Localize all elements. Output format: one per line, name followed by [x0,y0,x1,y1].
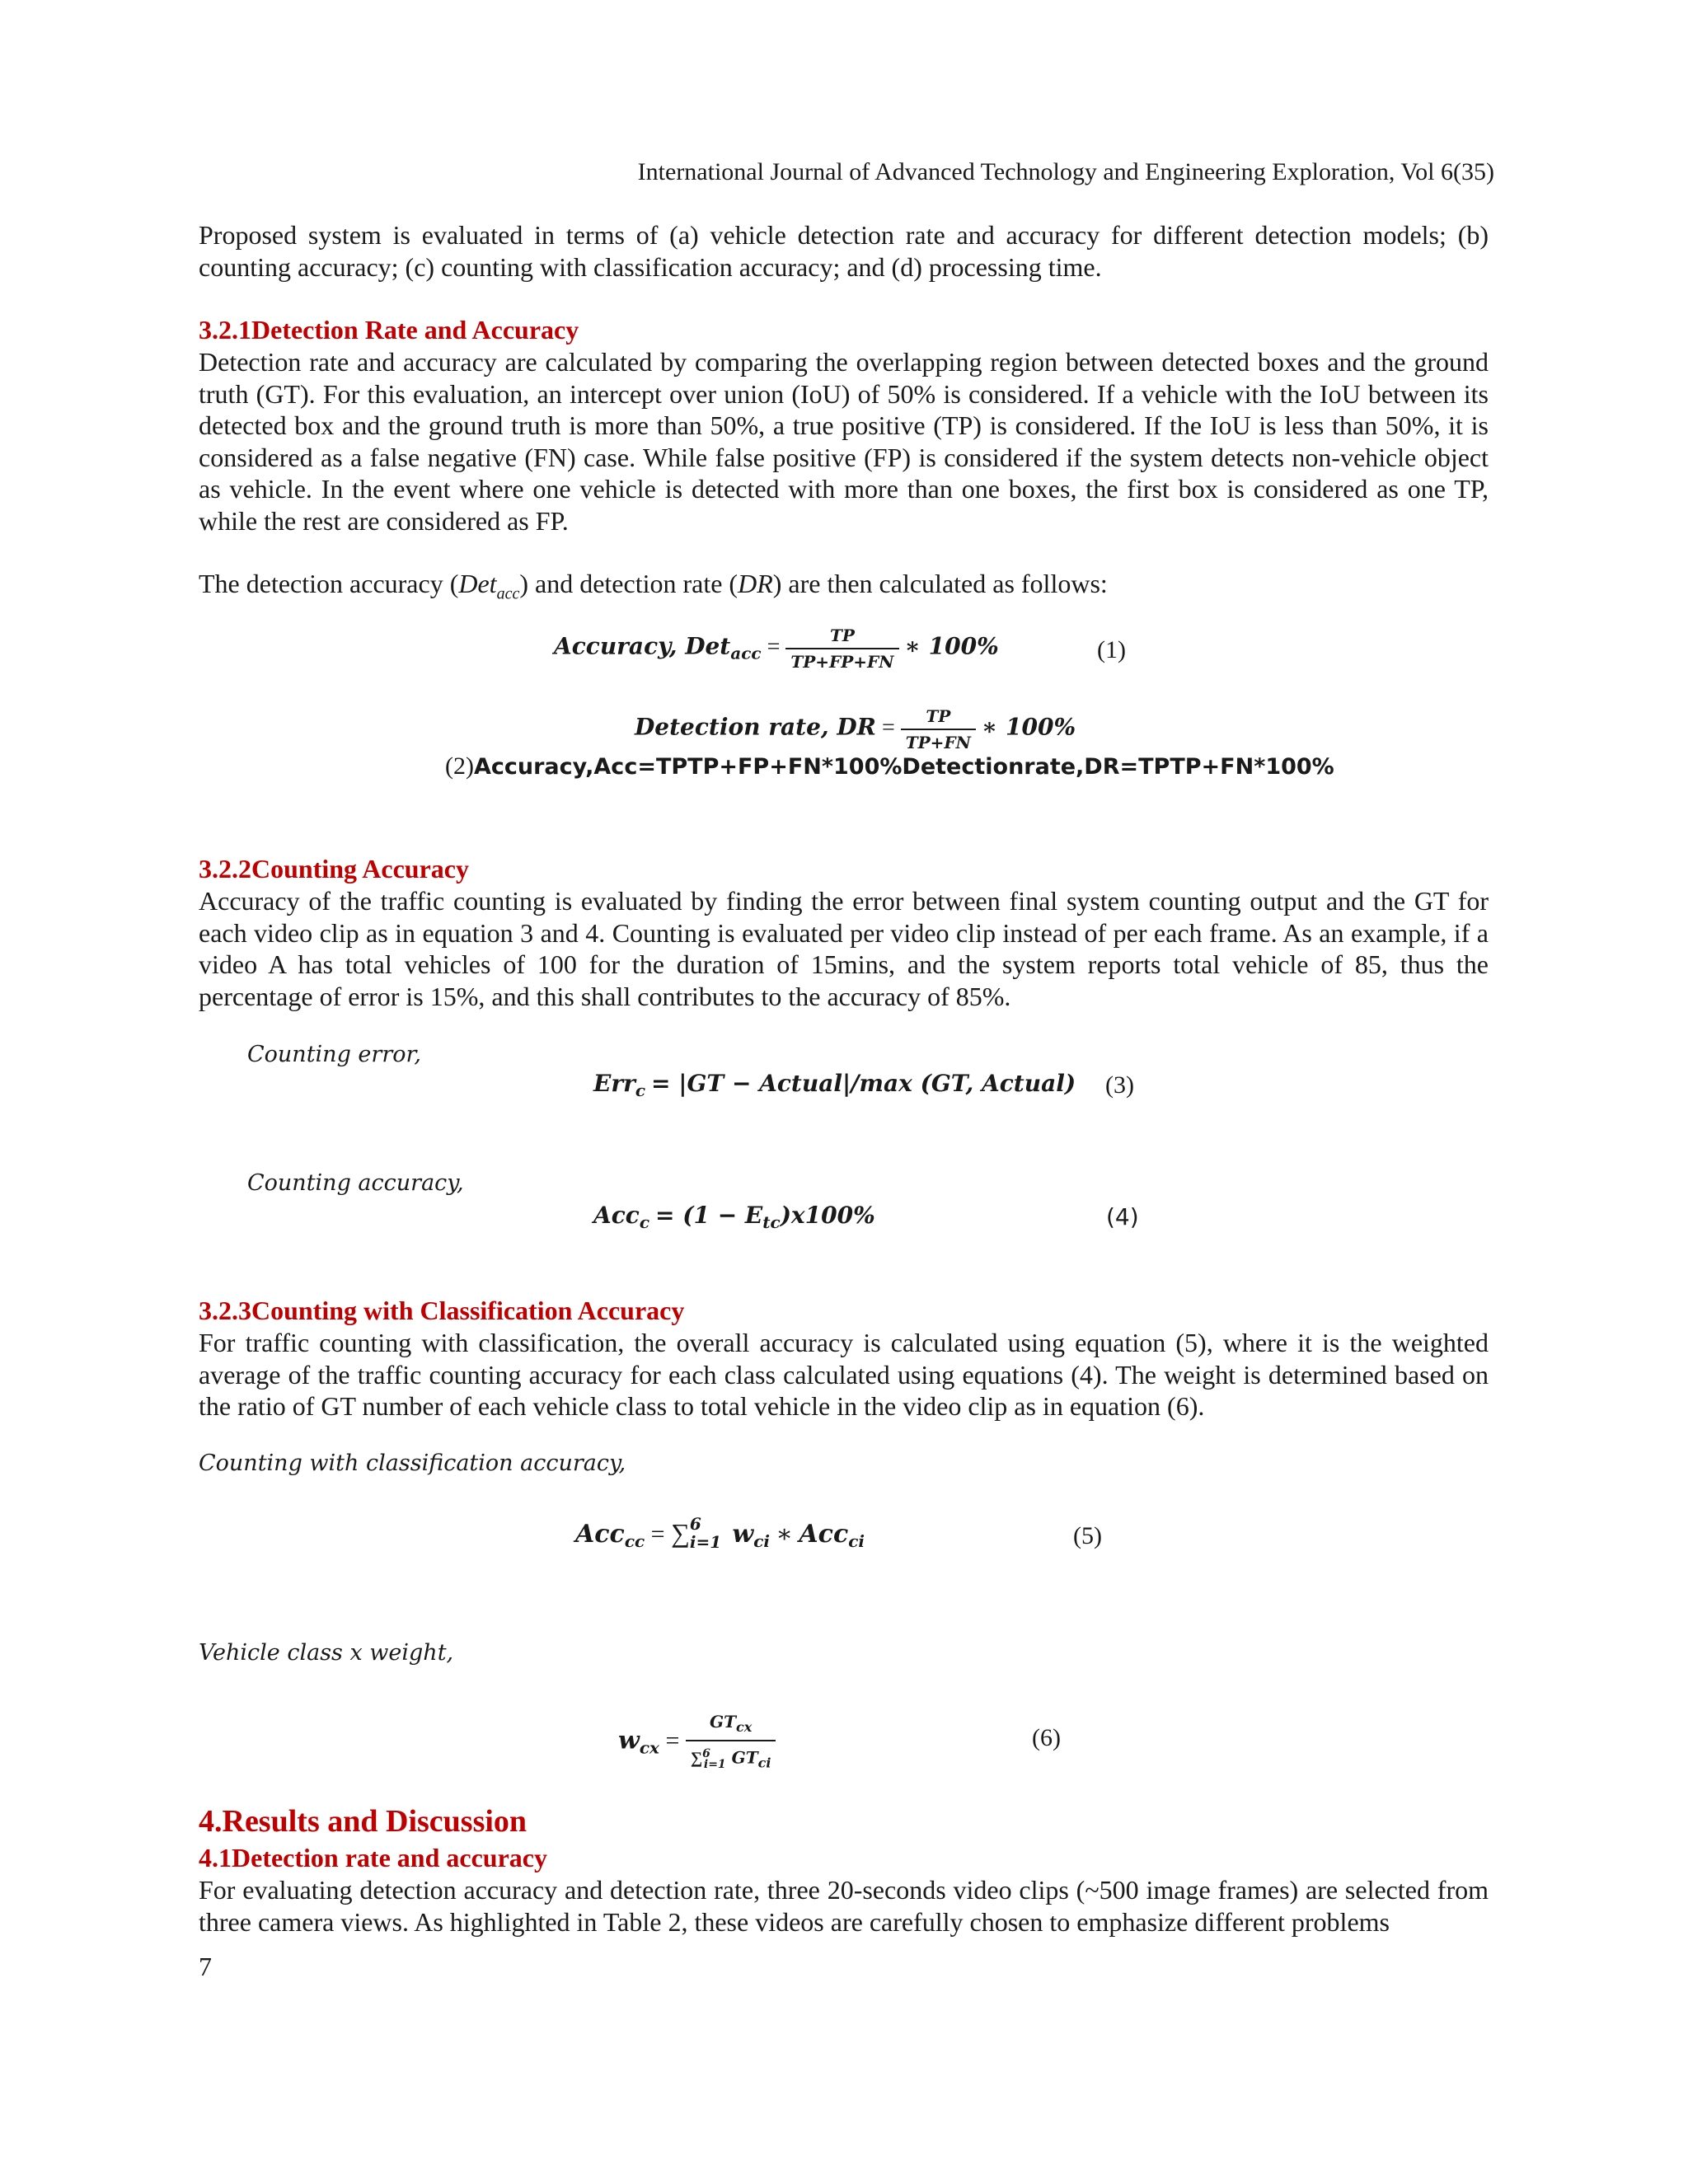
section-3-2-2-body: Accuracy of the traffic counting is evaluated by finding the error between final system counting output and the GT for each video clip as in equation 3 and 4. Counting is evaluated per video clip instead of per each frame. As an example, if a video A has total vehicles of 100 for the duration of 15mins, and the system reports total vehicle of 85, thus the percentage of error is 15%, and this shall contributes to the accuracy of 85%. [199,886,1489,1011]
eq4-expression-sub: tc [762,1212,781,1232]
eq1-fraction [785,625,898,673]
lead-part-b: ) and detection rate ( [519,569,738,598]
equation-1-number: (1) [1097,636,1126,663]
eq6-fraction [686,1711,776,1775]
eq3-expression: = |GT − Actual|/max (GT, Actual) [651,1070,1076,1097]
eq5-sum-lower: i=1 [689,1532,722,1553]
equation-6 [618,1711,776,1775]
intro-paragraph: Proposed system is evaluated in terms of (a) vehicle detection rate and accuracy for different detection models; (b) counting accuracy; (c) counting with classification accuracy; and (d) processing time. [199,220,1489,282]
lead-det-symbol: Det$_{acc}$ [458,569,520,603]
lead-dr-symbol: DR [738,569,773,598]
eq6-label: Vehicle class x weight, [199,1640,454,1666]
equation-2-number: (2) [445,752,474,780]
eq5-sum-limits [689,1514,726,1553]
equation-5-number: (5) [1073,1522,1102,1549]
running-header: International Journal of Advanced Technology and Engineering Exploration, Vol 6(35) [637,158,1494,185]
section-4-1-body: For evaluating detection accuracy and detection rate, three 20-seconds video clips (~500 image frames) are selected from three camera views. As highlighted in Table 2, these videos are carefully chosen to emphasize different problems [199,1875,1489,1937]
eq5-multiply: ∗ [776,1521,793,1548]
eq4-lhs: Acc [593,1202,640,1229]
equation-4-number: (4) [1106,1203,1139,1230]
eq6-numerator: $GT_{cx}$ [686,1711,776,1741]
section-heading-4-1: 4.1Detection rate and accuracy [199,1843,547,1872]
eq2-lhs: Detection rate, DR [635,713,876,741]
eq5-lhs: Acc [575,1520,625,1549]
eq5-acc: Acc [799,1520,849,1549]
section-3-2-3-body: For traffic counting with classification, the overall accuracy is calculated using equation (5), where it is the weighted average of the traffic counting accuracy for each class calculated using equations (4). The weight is determined based on the ratio of GT number of each vehicle class to total vehicle in the video clip as in equation (6). [199,1328,1489,1421]
eq3-lhs: Err [593,1070,635,1097]
eq1-lhs: Accuracy, Det [554,632,731,660]
equation-1 [554,625,999,673]
eq5-acc-sub: ci [848,1531,865,1551]
eq1-denominator: TP+FP+FN [790,652,894,672]
detection-lead-sentence [199,569,1108,603]
eq2-equals: = [881,715,895,741]
eq5-sum-upper: 6 [689,1514,701,1535]
eq6-lhs-sub: cx [639,1737,659,1758]
eq5-sum-symbol: ∑ [671,1518,690,1548]
eq1-equals: = [767,634,781,660]
equation-2-number-and-alt [445,752,1334,780]
eq2-numerator: TP [901,705,976,730]
eq4-expression-b: )x100% [780,1202,875,1229]
equation-2 [635,705,1076,753]
eq3-lhs-sub: c [635,1080,646,1100]
eq2-denominator: TP+FN [905,733,971,752]
section-heading-4: 4.Results and Discussion [199,1804,528,1839]
equation-4 [593,1202,875,1232]
eq2-fraction [901,705,976,753]
eq5-weight: w [732,1520,754,1549]
eq4-label: Counting accuracy, [247,1170,464,1196]
equation-3 [593,1070,1076,1100]
eq3-label: Counting error, [247,1042,422,1067]
eq4-lhs-sub: c [639,1212,650,1232]
eq5-equals: = [650,1521,665,1548]
eq5-weight-sub: ci [753,1531,771,1551]
page-number: 7 [199,1952,212,1981]
eq4-expression-a: = (1 − E [655,1202,763,1229]
section-heading-3-2-3: 3.2.3Counting with Classification Accuracy [199,1296,685,1325]
equation-alt-text: Accuracy,Acc=TPTP+FP+FN*100%Detectionrate,DR=TPTP+FN*100% [473,754,1334,780]
section-heading-3-2-2: 3.2.2Counting Accuracy [199,854,469,883]
eq2-rhs: ∗ 100% [981,713,1076,741]
lead-part-a: The detection accuracy ( [199,569,459,598]
eq5-label: Counting with classification accuracy, [199,1451,626,1476]
section-3-2-1-body: Detection rate and accuracy are calculated by comparing the overlapping region between detected boxes and the ground truth (GT). For this evaluation, an intercept over union (IoU) of 50% is considered. If a vehicle with the IoU between its detected box and the ground truth is more than 50%, a true positive (TP) is considered. If the IoU is less than 50%, it is considered as a false negative (FN) case. While false positive (FP) is considered if the system detects non-vehicle object as vehicle. In the event where one vehicle is detected with more than one boxes, the first box is considered as one TP, while the rest are considered as FP. [199,347,1489,536]
equation-3-number: (3) [1105,1071,1134,1099]
equation-5 [575,1514,865,1553]
eq6-denominator: ∑$^6_{i=1}$ $GT_{ci}$ [690,1747,771,1771]
eq6-equals: = [665,1727,680,1755]
eq1-lhs-sub: acc [730,643,762,663]
equation-6-number: (6) [1032,1724,1061,1751]
section-heading-3-2-1: 3.2.1Detection Rate and Accuracy [199,315,579,344]
eq1-numerator: TP [785,625,898,649]
eq6-lhs: w [618,1726,640,1755]
eq5-lhs-sub: cc [624,1531,645,1551]
lead-part-c: ) are then calculated as follows: [772,569,1108,598]
eq1-rhs: ∗ 100% [904,632,999,660]
